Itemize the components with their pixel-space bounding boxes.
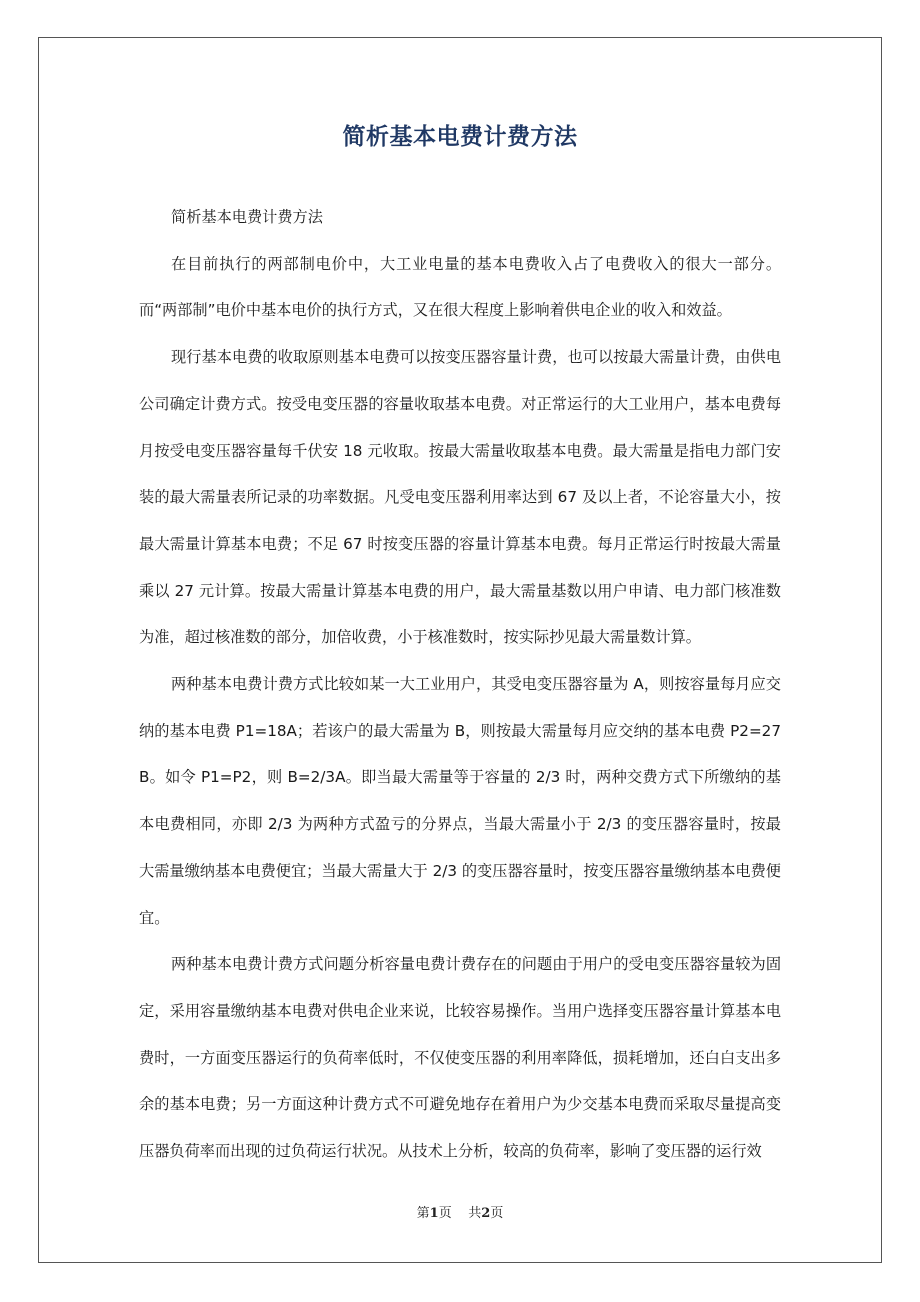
paragraph-intro: 在目前执行的两部制电价中，大工业电量的基本电费收入占了电费收入的很大一部分。而“两部制”电价中基本电价的执行方式，又在很大程度上影响着供电企业的收入和效益。 — [139, 254, 781, 320]
total-pages: 2 — [481, 1206, 491, 1221]
paragraph-subtitle: 简析基本电费计费方法 — [171, 208, 323, 226]
total-suffix: 页 — [490, 1206, 504, 1221]
page-prefix: 第 — [416, 1206, 430, 1221]
paragraph-problem-analysis: 两种基本电费计费方式问题分析容量电费计费存在的问题由于用户的受电变压器容量较为固定，采用容量缴纳基本电费对供电企业来说，比较容易操作。当用户选择变压器容量计算基本电费时，一方面变压器运行的负荷率低时，不仅使变压器的利用率降低，损耗增加，还白白支出多余的基本电费；另一方面这种计费方式不可避免地存在着用户为少交基本电费而采取尽量提高变压器负荷率而出现的过负荷运行状况。从技术上分析，较高的负荷率，影响了变压器的运行效 — [139, 955, 781, 1161]
page-footer — [0, 1204, 920, 1224]
total-prefix: 共 — [468, 1206, 482, 1221]
page-number: 1 — [429, 1206, 439, 1221]
paragraph-current-rules: 现行基本电费的收取原则基本电费可以按变压器容量计费，也可以按最大需量计费，由供电公司确定计费方式。按受电变压器的容量收取基本电费。对正常运行的大工业用户，基本电费每月按受电变压器容量每千伏安 18 元收取。按最大需量收取基本电费。最大需量是指电力部门安装的最大需量表所记录的功率数据。凡受电变压器利用率达到 67 及以上者，不论容量大小，按最大需量计算基本电费；不足 67 时按变压器的容量计算基本电费。每月正常运行时按最大需量乘以 27 元计算。按最大需量计算基本电费的用户，最大需量基数以用户申请、电力部门核准数为准，超过核准数的部分，加倍收费，小于核准数时，按实际抄见最大需量数计算。 — [139, 348, 781, 647]
document-body — [139, 194, 781, 1175]
page-suffix: 页 — [438, 1206, 452, 1221]
paragraph-comparison: 两种基本电费计费方式比较如某一大工业用户，其受电变压器容量为 A，则按容量每月应交纳的基本电费 P1=18A；若该户的最大需量为 B，则按最大需量每月应交纳的基本电费 P2=27B。如令 P1=P2，则 B=2/3A。即当最大需量等于容量的 2/3 时，两种交费方式下所缴纳的基本电费相同，亦即 2/3 为两种方式盈亏的分界点，当最大需量小于 2/3 的变压器容量时，按最大需量缴纳基本电费便宜；当最大需量大于 2/3 的变压器容量时，按变压器容量缴纳基本电费便宜。 — [139, 675, 781, 927]
document-title: 简析基本电费计费方法 — [342, 124, 578, 150]
